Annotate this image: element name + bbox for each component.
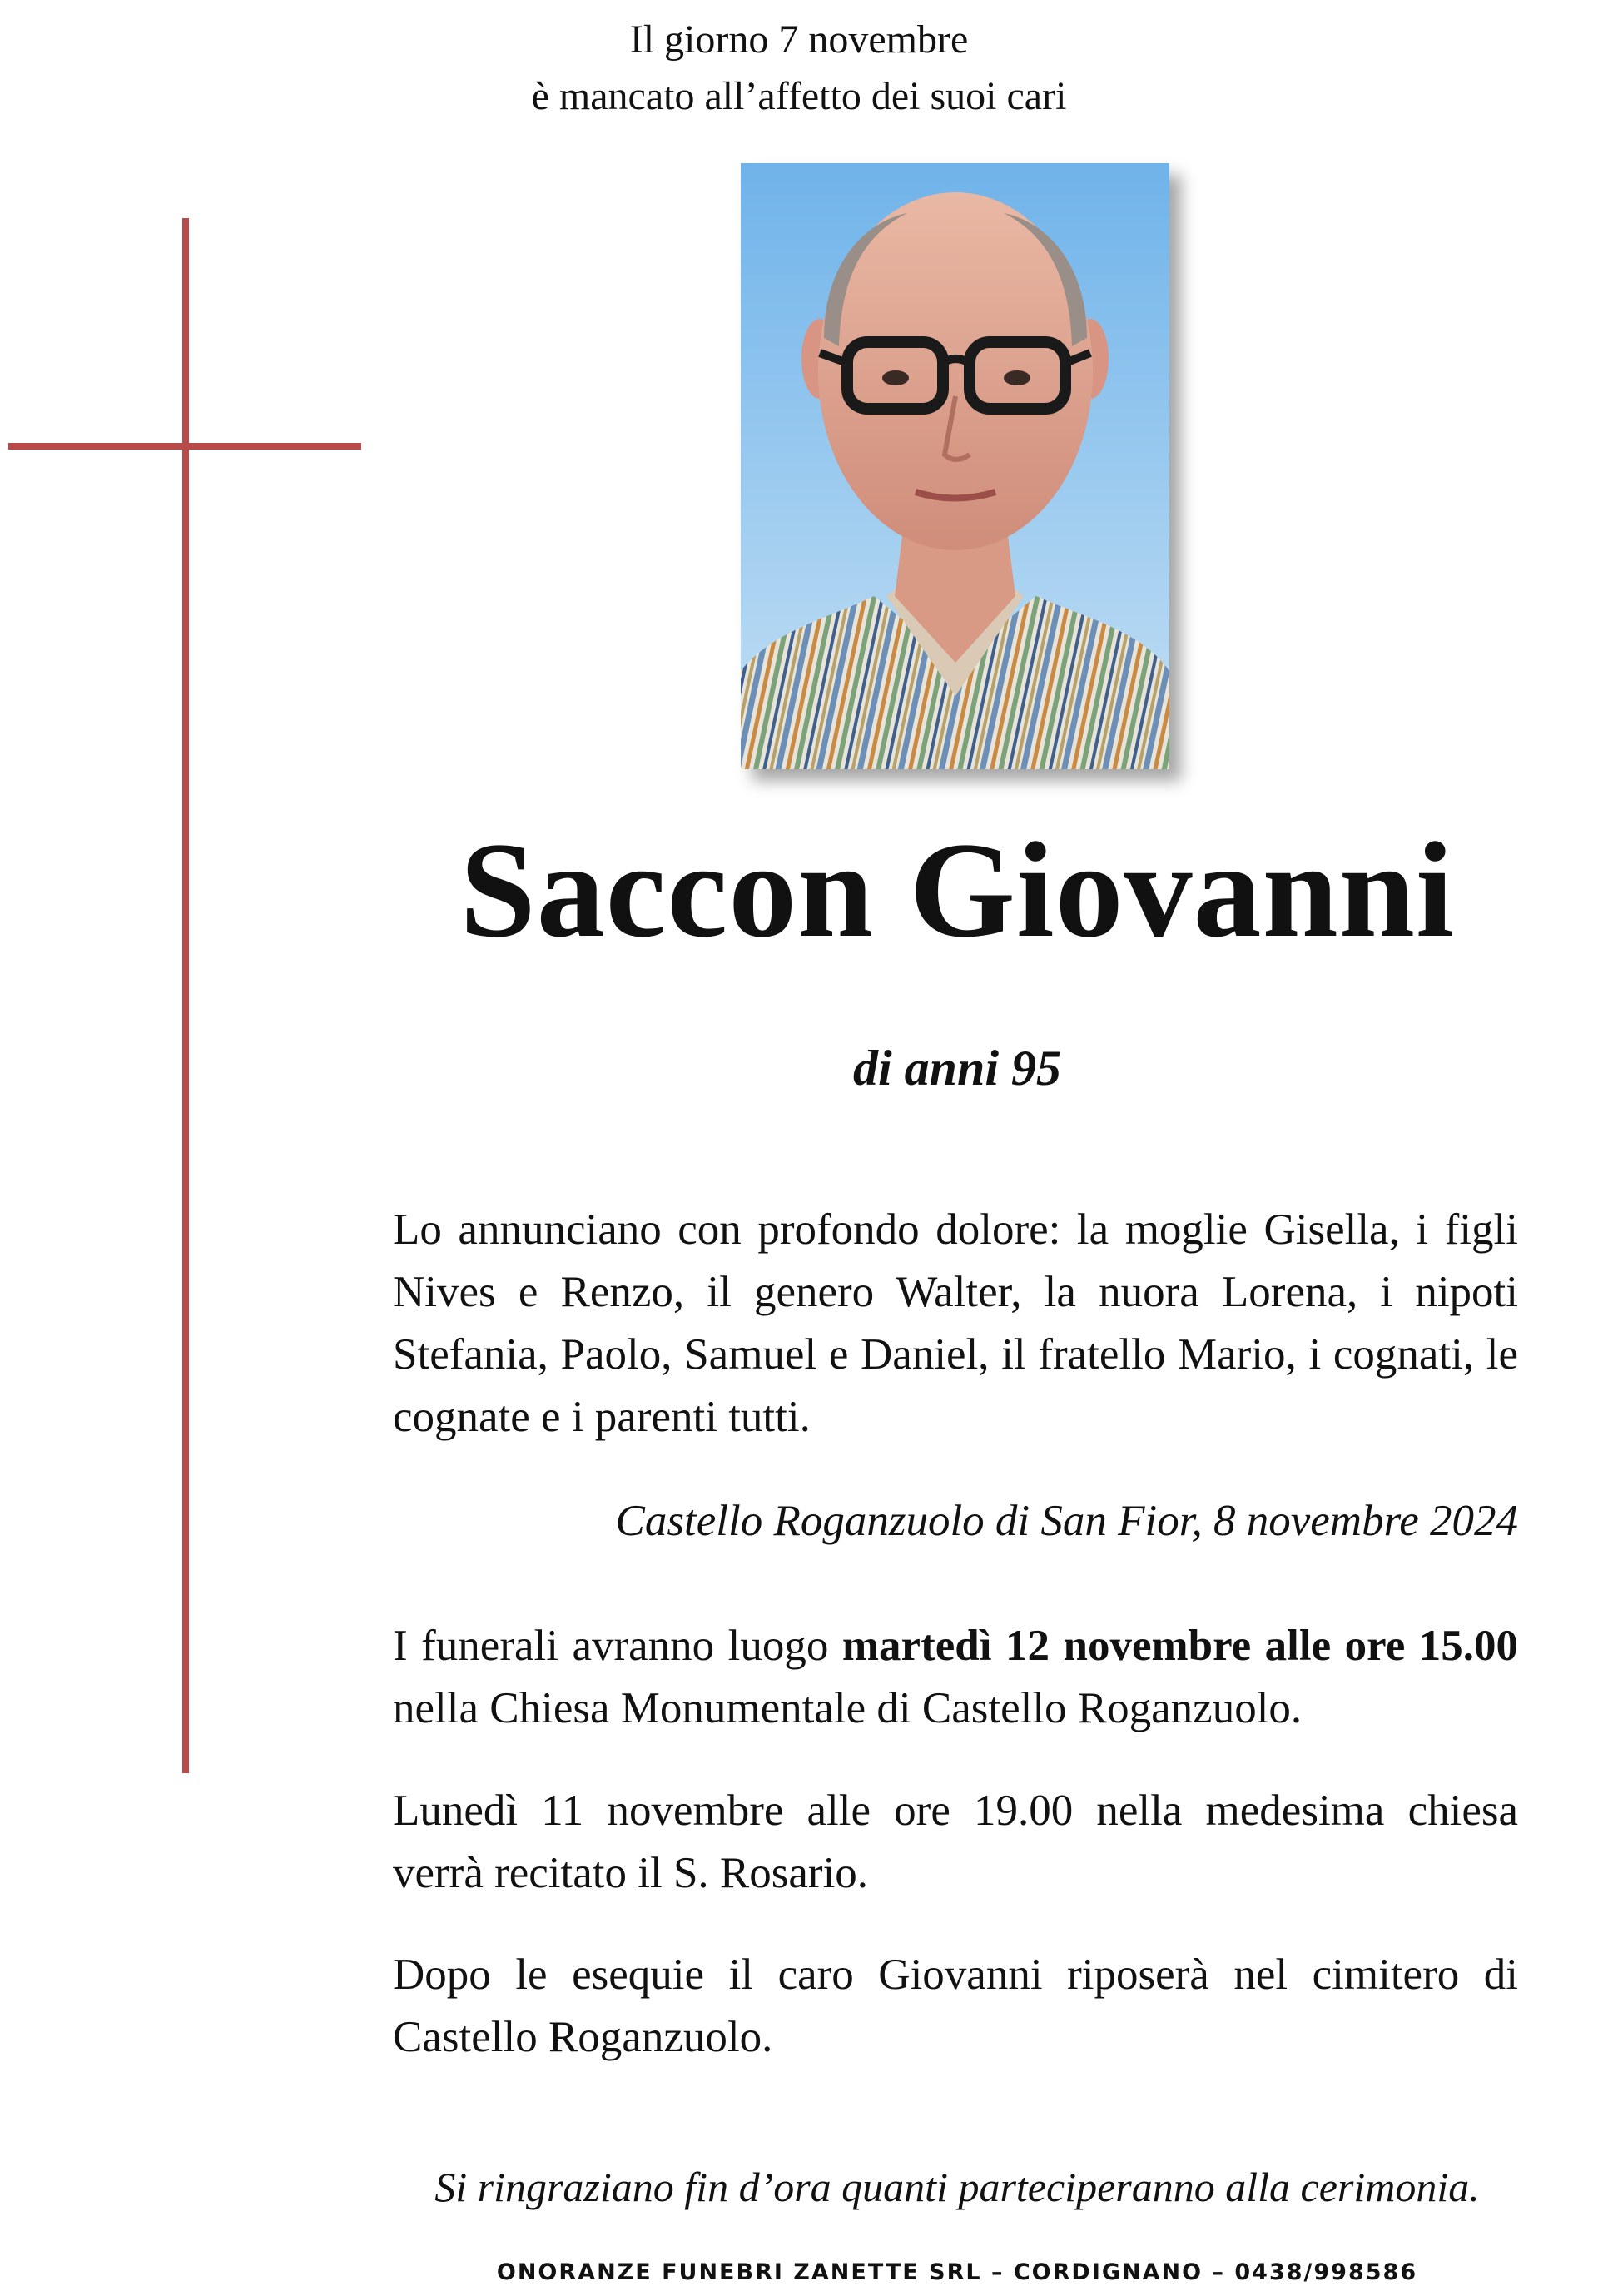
- intro-line-2: è mancato all’affetto dei suoi cari: [531, 74, 1067, 118]
- funeral-datetime: martedì 12 novembre alle ore 15.00: [841, 1622, 1519, 1670]
- cross-horizontal-bar: [8, 443, 361, 450]
- deceased-age: di anni 95: [852, 1041, 1062, 1096]
- cross-vertical-bar: [182, 218, 189, 1773]
- announcement-paragraph: Lo annunciano con profondo dolore: la moglie Gisella, i figli Nives e Renzo, il genero Walter, la nuora Lorena, i nipoti Stefania, Paolo, Samuel e Daniel, il fratello Mario, i cognati, le cognate e i parenti tutti.: [393, 1205, 1518, 1441]
- intro-line-1: Il giorno 7 novembre: [629, 17, 969, 62]
- deceased-name: Saccon Giovanni: [459, 815, 1455, 966]
- portrait-photo: [741, 163, 1169, 769]
- thanks-line: Si ringraziano fin d’ora quanti parteciperanno alla cerimonia.: [434, 2164, 1480, 2210]
- funeral-paragraph: [393, 1615, 1518, 1740]
- place-date: Castello Roganzuolo di San Fior, 8 novembre 2024: [615, 1497, 1518, 1545]
- intro-text: [0, 12, 1598, 125]
- rosary-paragraph: Lunedì 11 novembre alle ore 19.00 nella medesima chiesa verrà recitato il S. Rosario.: [393, 1787, 1518, 1897]
- funeral-home-footer: ONORANZE FUNEBRI ZANETTE SRL – CORDIGNANO – 0438/998586: [496, 2259, 1418, 2285]
- funeral-location: nella Chiesa Monumentale di Castello Roganzuolo.: [393, 1684, 1303, 1732]
- funeral-prefix: I funerali avranno luogo: [393, 1622, 829, 1670]
- burial-paragraph: Dopo le esequie il caro Giovanni riposerà nel cimitero di Castello Roganzuolo.: [393, 1951, 1518, 2061]
